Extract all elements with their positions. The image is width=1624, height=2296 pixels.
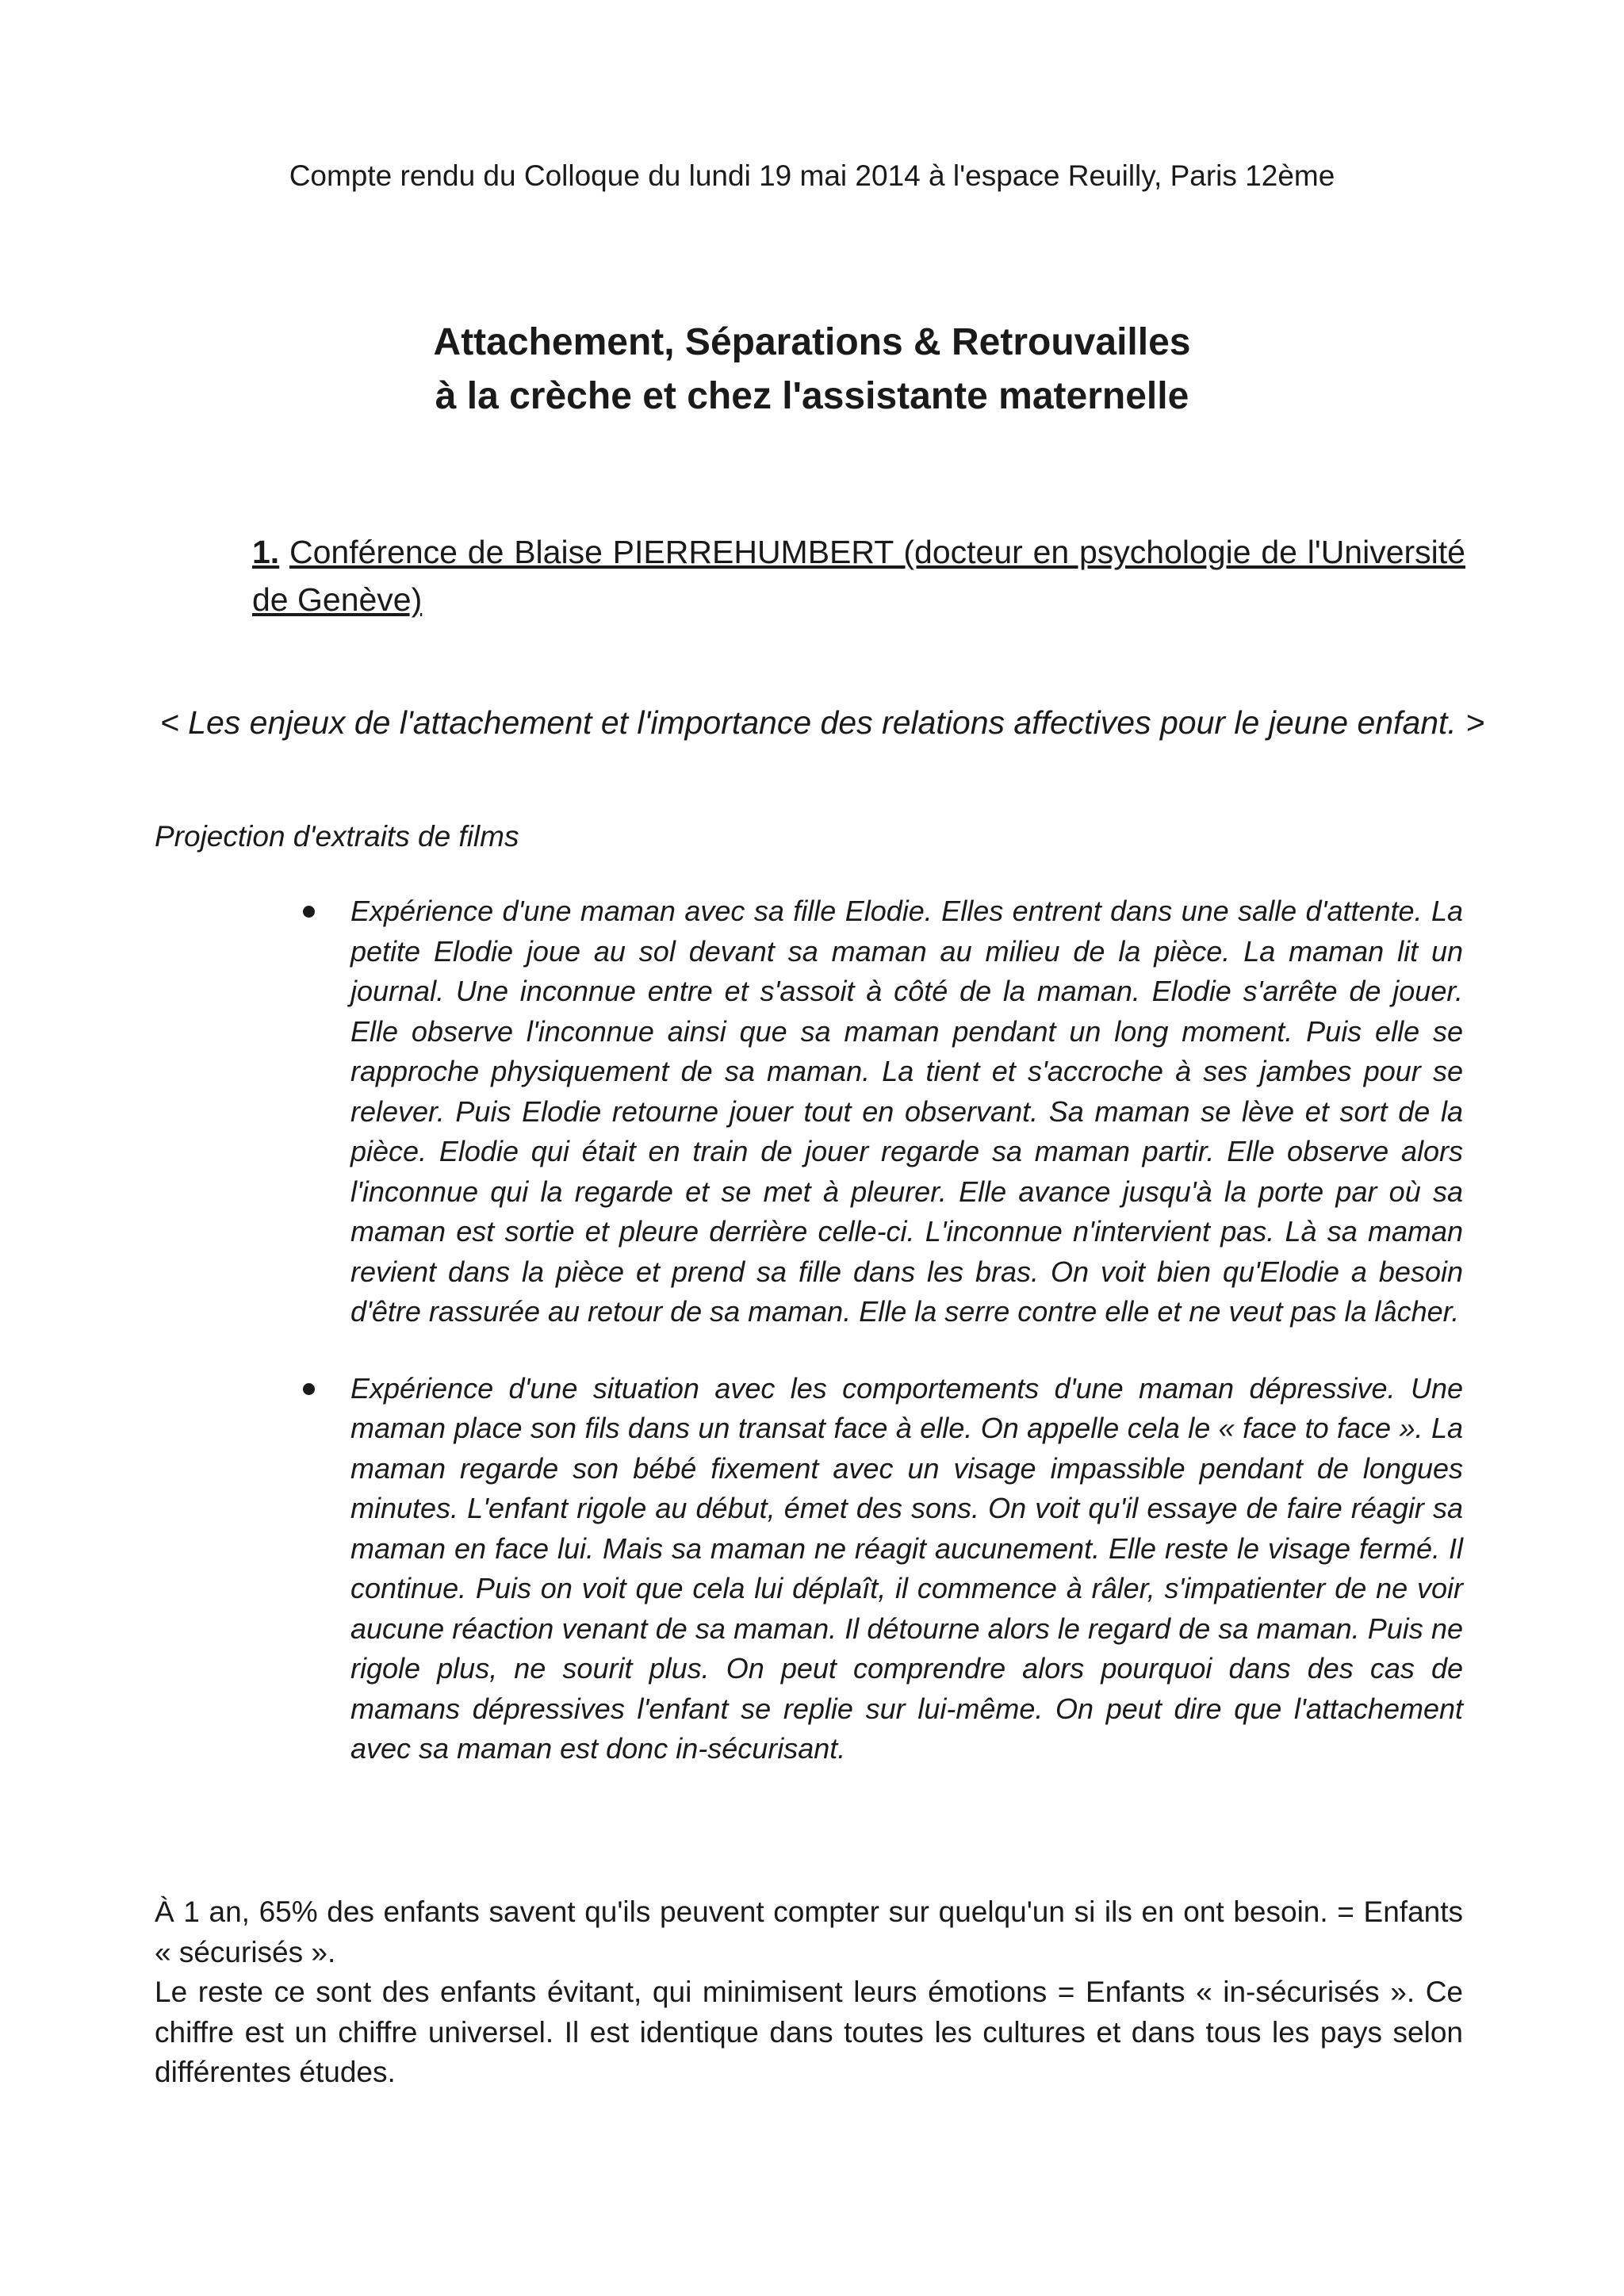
section-number: 1. [252, 534, 280, 570]
list-item [350, 891, 1463, 1332]
bullet-icon [303, 1383, 315, 1395]
projection-label: Projection d'extraits de films [155, 820, 519, 853]
title-line-1: Attachement, Séparations & Retrouvailles [433, 321, 1191, 363]
report-header: Compte rendu du Colloque du lundi 19 mai 2014 à l'espace Reuilly, Paris 12ème [289, 159, 1335, 192]
list-item [350, 1369, 1463, 1769]
section-subtitle: < Les enjeux de l'attachement et l'importance des relations affectives pour le jeune enfant. > [159, 704, 1485, 741]
closing-paragraph-1: À 1 an, 65% des enfants savent qu'ils peuvent compter sur quelqu'un si ils en ont besoin. = Enfants « sécurisés ». [155, 1895, 1463, 1968]
list-item-text: Expérience d'une maman avec sa fille Elodie. Elles entrent dans une salle d'attente. La petite Elodie joue au sol devant sa maman au milieu de la pièce. La maman lit un journal. Une inconnue entre et s'assoit à côté de la maman. Elodie s'arrête de jouer. Elle observe l'inconnue ainsi que sa maman pendant un long moment. Puis elle se rapproche physiquement de sa maman. La tient et s'accroche à ses jambes pour se relever. Puis Elodie retourne jouer tout en observant. Sa maman se lève et sort de la pièce. Elodie qui était en train de jouer regarde sa maman partir. Elle observe alors l'inconnue qui la regarde et se met à pleurer. Elle avance jusqu'à la porte par où sa maman est sortie et pleure derrière celle-ci. L'inconnue n'intervient pas. Là sa maman revient dans la pièce et prend sa fille dans les bras. On voit bien qu'Elodie a besoin d'être rassurée au retour de sa maman. Elle la serre contre elle et ne veut pas la lâcher. [350, 895, 1463, 1328]
document-title [0, 316, 1624, 424]
closing-paragraph-2: Le reste ce sont des enfants évitant, qui minimisent leurs émotions = Enfants « in-sécurisés ». Ce chiffre est un chiffre universel. Il est identique dans toutes les cultures et dans tous les pays selon différentes études. [155, 1976, 1463, 2088]
section-heading-text: Conférence de Blaise PIERREHUMBERT (docteur en psychologie de l'Université de Genève) [252, 534, 1465, 618]
title-line-2: à la crèche et chez l'assistante maternelle [435, 375, 1189, 417]
list-item-text: Expérience d'une situation avec les comportements d'une maman dépressive. Une maman place son fils dans un transat face à elle. On appelle cela le « face to face ». La maman regarde son bébé fixement avec un visage impassible pendant de longues minutes. L'enfant rigole au début, émet des sons. On voit qu'il essaye de faire réagir sa maman en face lui. Mais sa maman ne réagit aucunement. Elle reste le visage fermé. Il continue. Puis on voit que cela lui déplaît, il commence à râler, s'impatienter de ne voir aucune réaction venant de sa maman. Il détourne alors le regard de sa maman. Puis ne rigole plus, ne sourit plus. On peut comprendre alors pourquoi dans des cas de mamans dépressives l'enfant se replie sur lui-même. On peut dire que l'attachement avec sa maman est donc in-sécurisant. [350, 1371, 1463, 1765]
experience-list [350, 891, 1463, 1769]
closing-text [155, 1892, 1463, 2093]
bullet-icon [303, 906, 315, 918]
section-1-heading [252, 528, 1465, 623]
